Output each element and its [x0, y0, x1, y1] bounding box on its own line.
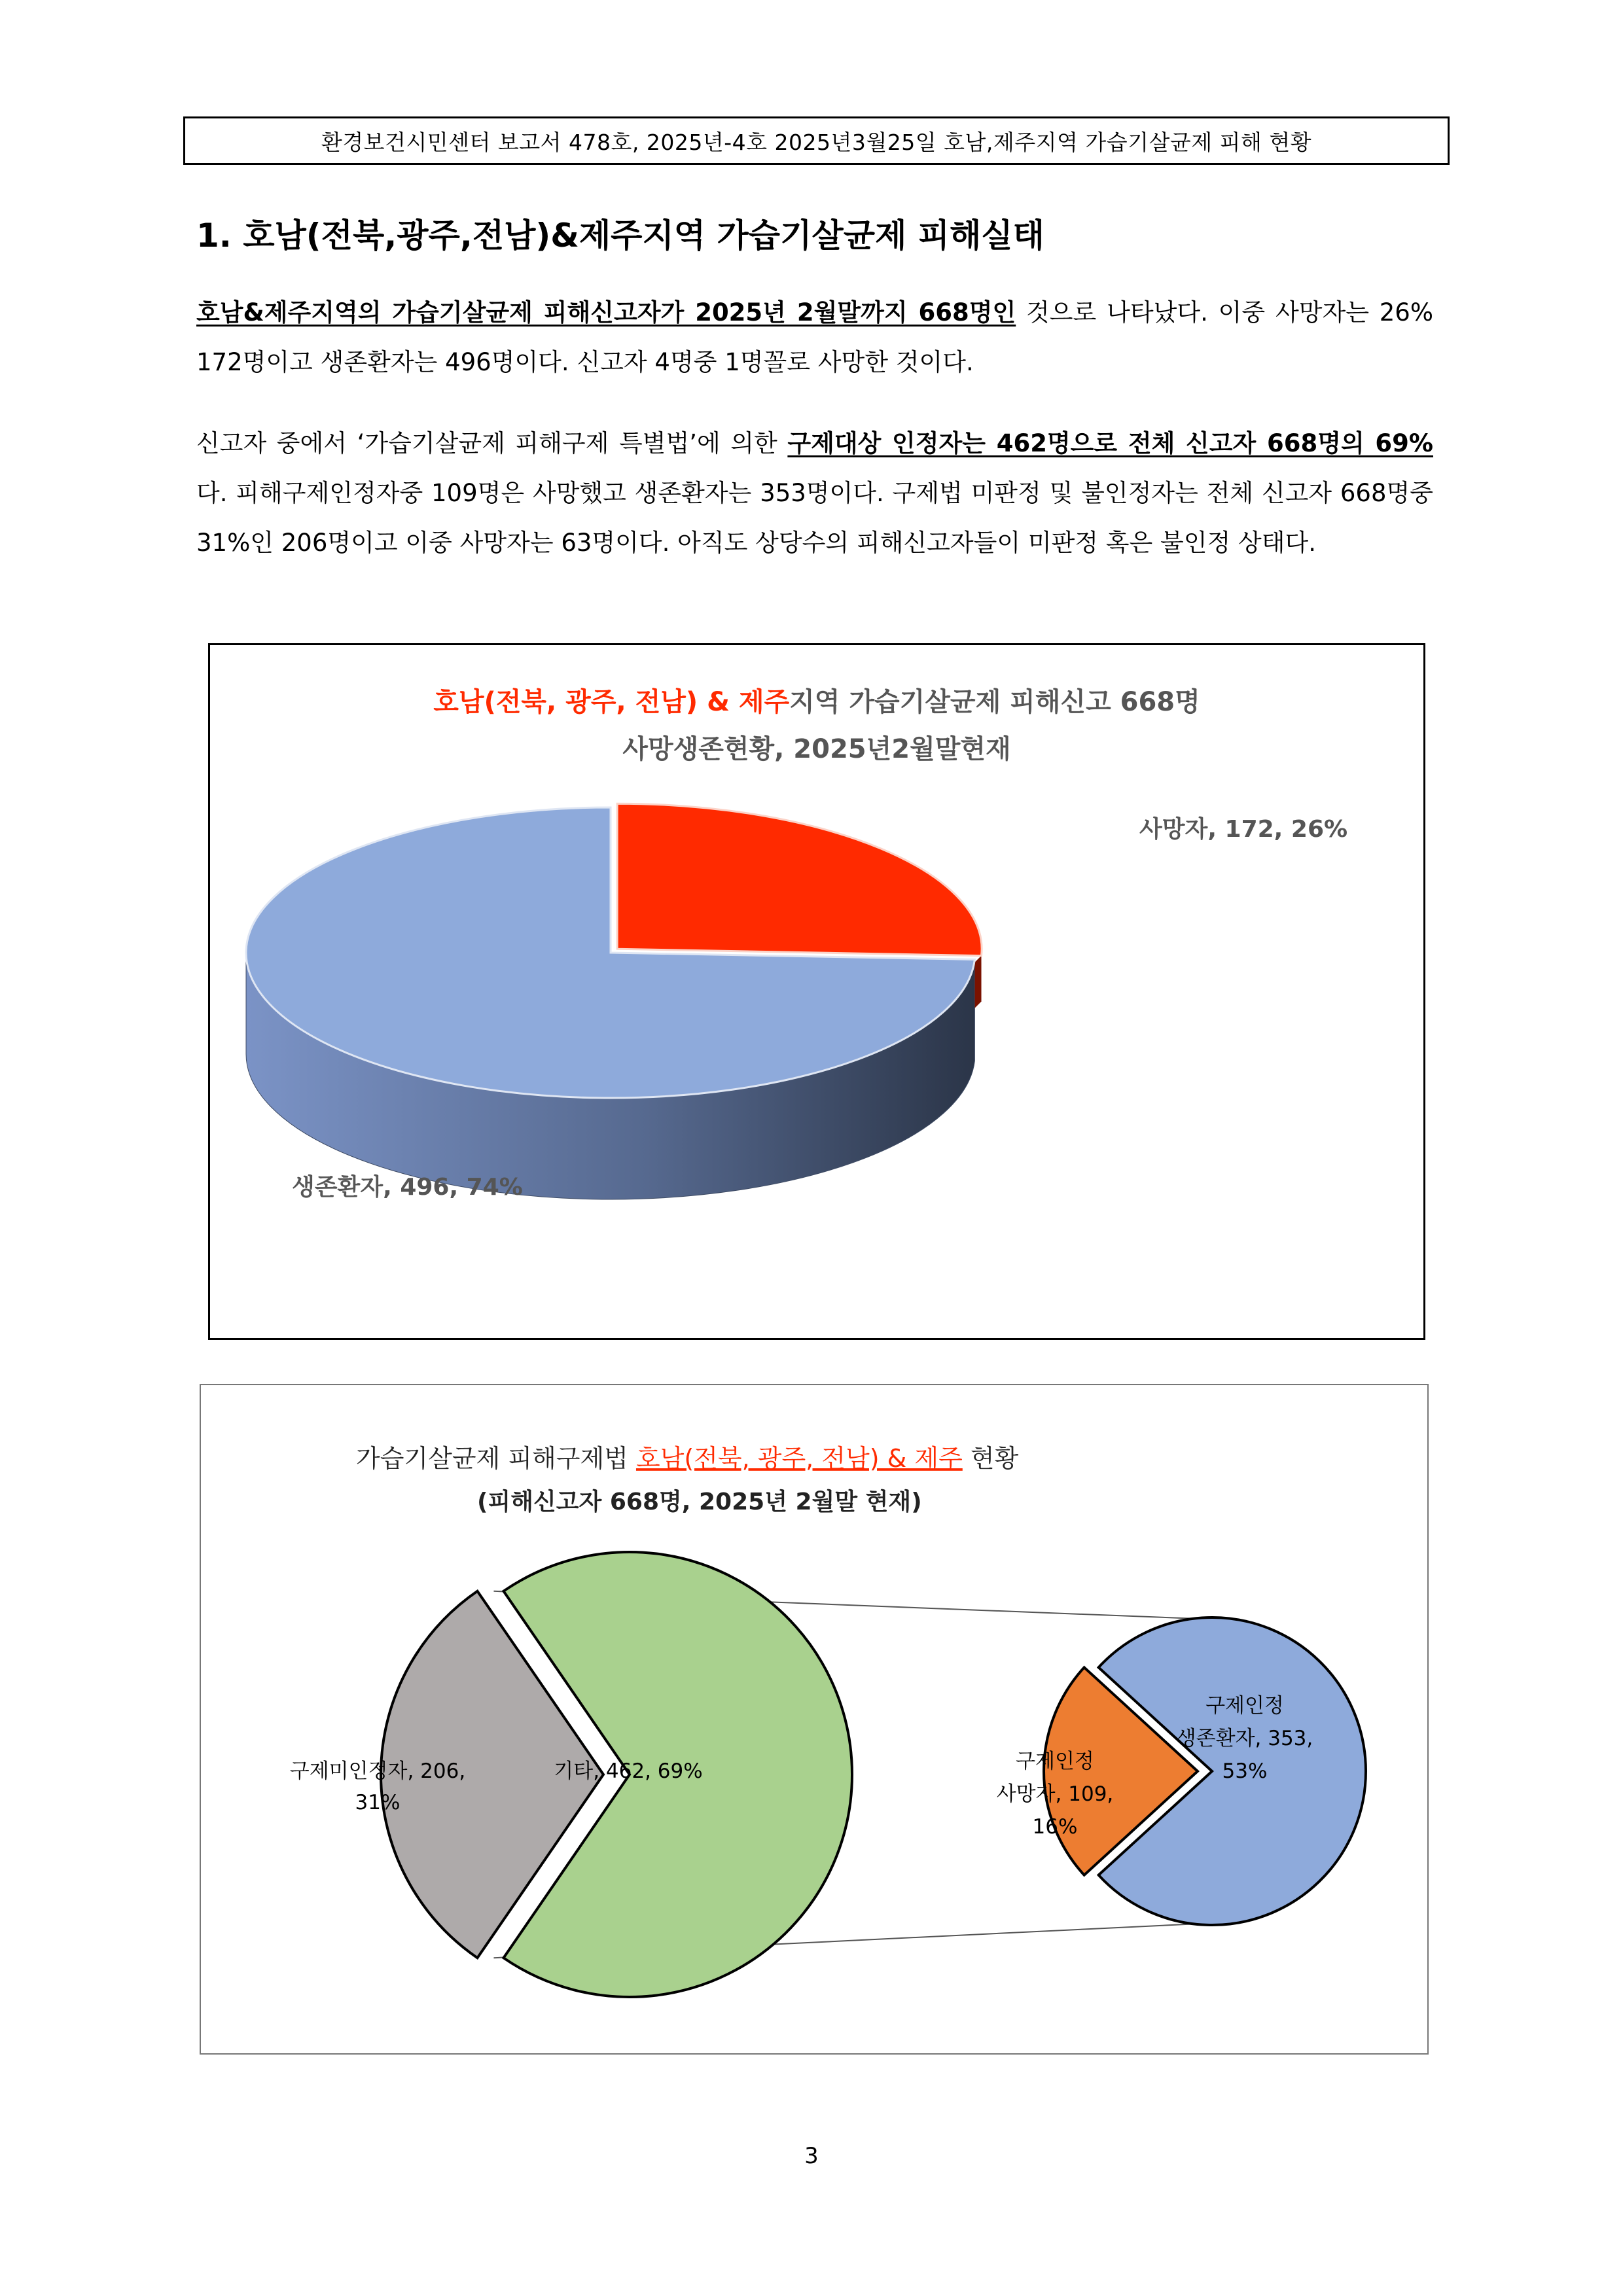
paragraph-1-text: 것으로 나타났다. 이중 사망자는 26% 172명이고 생존환자는 496명이다. 신고자 4명중 1명꼴로 사망한 것이다. [196, 298, 1433, 376]
chart-2-pie [381, 1552, 1366, 1997]
section-title: 1. 호남(전북,광주,전남)&제주지역 가습기살균제 피해실태 [196, 217, 1044, 255]
chart-1-deaths-side [975, 956, 982, 1008]
chart-1-label-deaths: 사망자, 172, 26% [1139, 816, 1348, 843]
paragraph-1 [196, 288, 1433, 387]
report-header-text: 환경보건시민센터 보고서 478호, 2025년-4호 2025년3월25일 호남,제주지역 가습기살균제 피해 현황 [321, 129, 1312, 155]
chart-2-label-other: 기타, 462, 69% [554, 1759, 703, 1783]
chart-2-label-deaths-3: 16% [1032, 1815, 1078, 1839]
paragraph-2-highlight: 구제대상 인정자는 462명으로 전체 신고자 668명의 69% [787, 429, 1433, 457]
chart-2-title-red: 호남(전북, 광주, 전남) & 제주 [635, 1444, 963, 1473]
chart-2-svg [201, 1385, 1427, 2053]
chart-1-title-rest: 지역 가습기살균제 피해신고 668명 [789, 687, 1200, 717]
paragraph-1-highlight: 호남&제주지역의 가습기살균제 피해신고자가 2025년 2월말까지 668명인 [196, 298, 1016, 327]
chart-1-svg [210, 645, 1423, 1338]
chart-2-label-survivors-3: 53% [1222, 1759, 1268, 1783]
chart-1-title-red: 호남(전북, 광주, 전남) & 제주 [433, 687, 790, 717]
chart-1-frame [208, 643, 1425, 1340]
chart-1-label-survivors: 생존환자, 496, 74% [292, 1174, 523, 1201]
chart-2-label-unrecognized-2: 31% [355, 1791, 401, 1814]
chart-2-title [356, 1444, 1019, 1473]
paragraph-2-text: 다. 피해구제인정자중 109명은 사망했고 생존환자는 353명이다. 구제법 미판정 및 불인정자는 전체 신고자 668명중 31%인 206명이고 이중 사망자는 63명이다. 아직도 상당수의 피해신고자들이 미판정 혹은 불인정 상태다. [196, 479, 1433, 557]
report-header [183, 116, 1450, 165]
chart-1-slice-deaths [617, 804, 982, 955]
chart-2-title-post: 현황 [962, 1444, 1019, 1473]
page-number: 3 [804, 2143, 819, 2169]
chart-1-subtitle: 사망생존현황, 2025년2월말현재 [622, 734, 1011, 764]
chart-2-subtitle: (피해신고자 668명, 2025년 2월말 현재) [477, 1489, 922, 1515]
paragraph-2 [196, 419, 1433, 568]
chart-2-label-deaths-1: 구제인정 [1016, 1750, 1094, 1773]
chart-1-pie [246, 804, 982, 1199]
chart-2-label-deaths-2: 사망자, 109, [996, 1782, 1114, 1806]
chart-2-label-survivors-1: 구제인정 [1205, 1694, 1284, 1718]
paragraph-2-lead: 신고자 중에서 ‘가습기살균제 피해구제 특별법’에 의한 [196, 429, 788, 457]
chart-2-label-survivors-2: 생존환자, 353, [1176, 1727, 1313, 1750]
chart-2-frame [200, 1384, 1429, 2055]
chart-2-title-pre: 가습기살균제 피해구제법 [356, 1444, 636, 1473]
chart-2-label-unrecognized-1: 구제미인정자, 206, [289, 1759, 466, 1783]
chart-1-title [433, 687, 1200, 717]
